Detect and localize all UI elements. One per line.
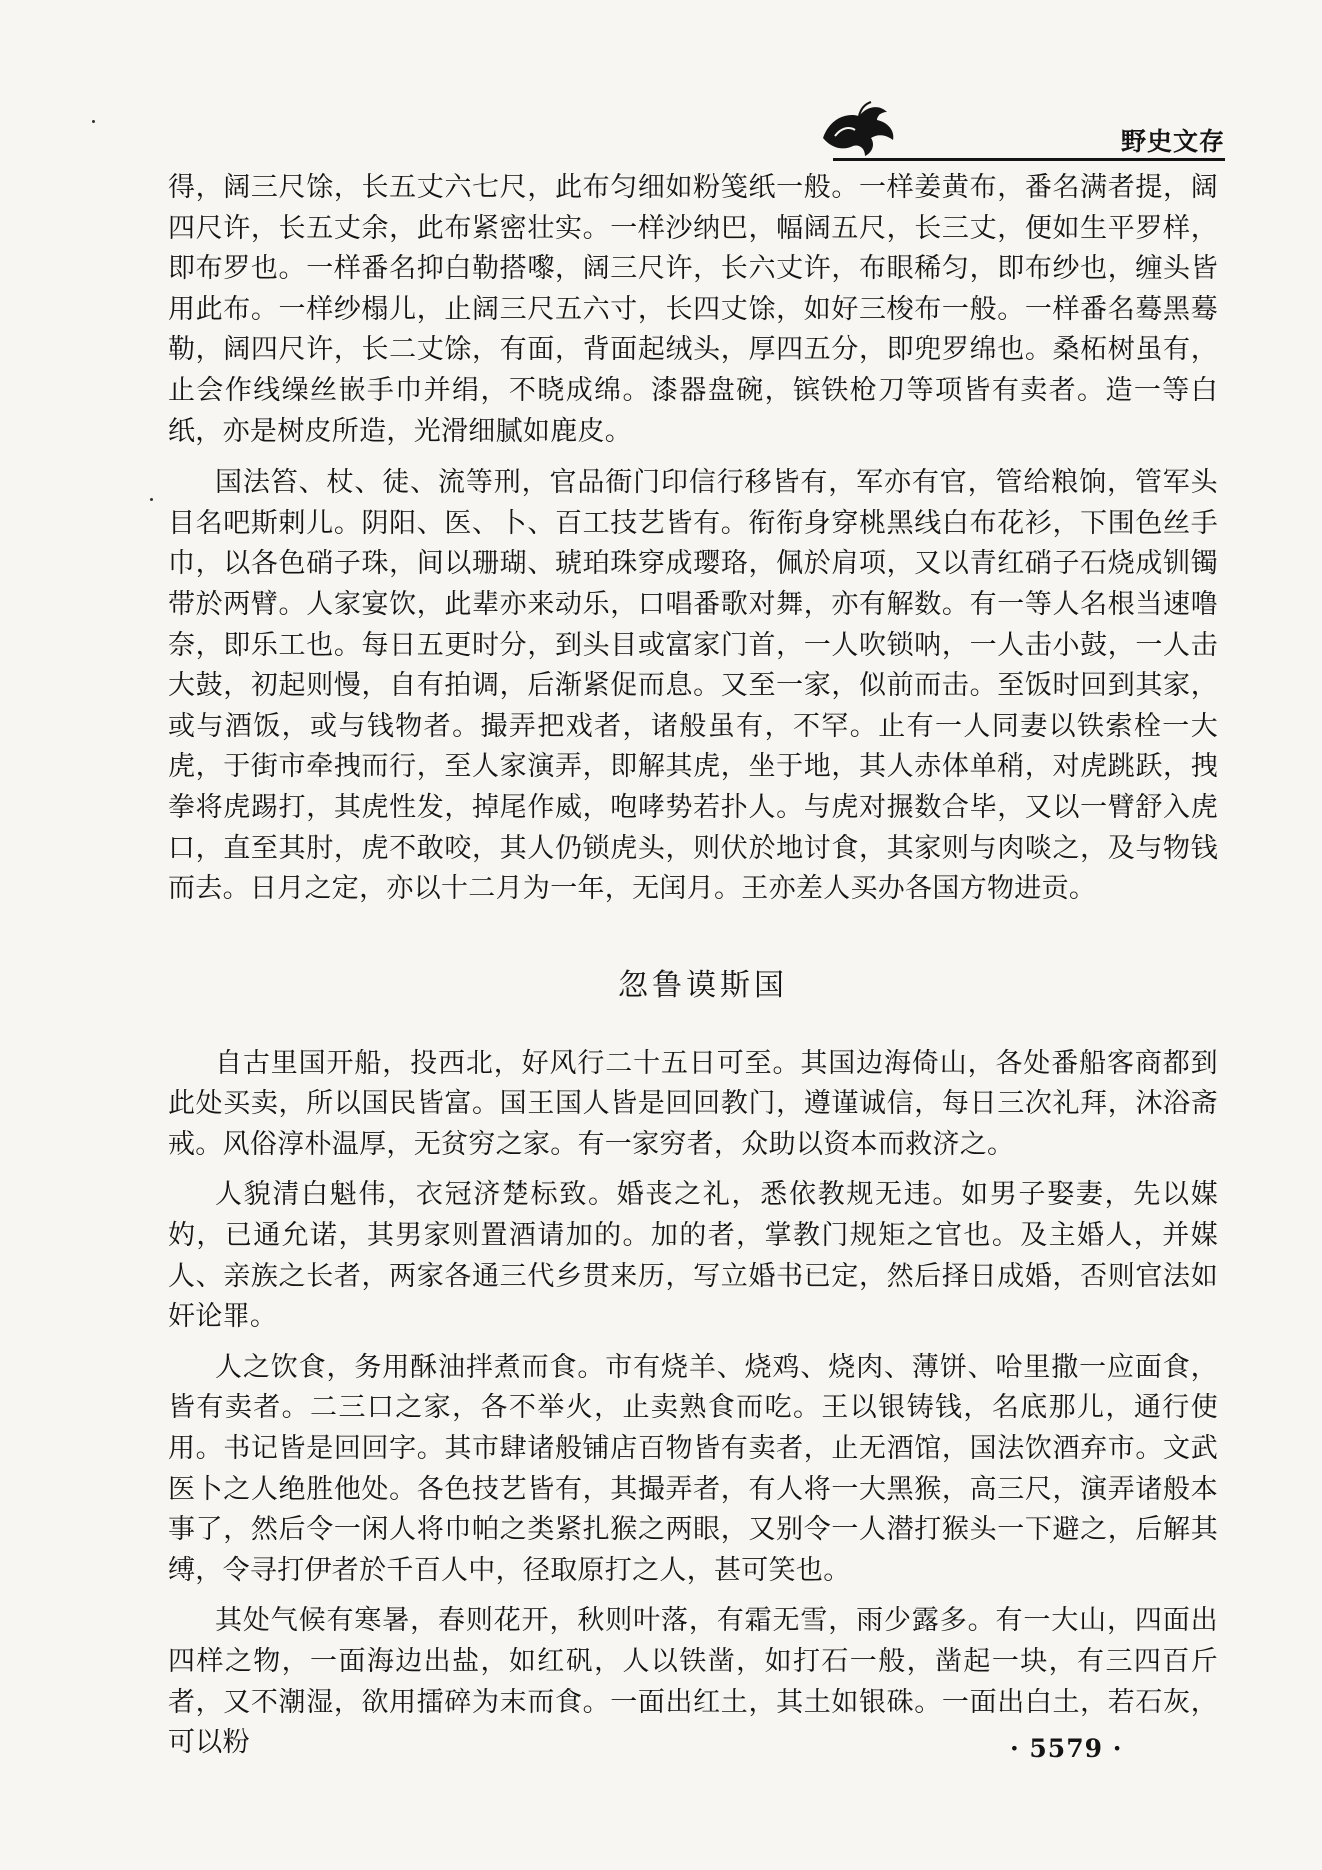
scan-speck	[92, 120, 95, 123]
paragraph: 其处气候有寒暑，春则花开，秋则叶落，有霜无雪，雨少露多。有一大山，四面出四样之物，一面海边出盐，如红矾，人以铁凿，如打石一般，凿起一块，有三四百斤者，又不潮湿，欲用擂碎为末而食。一面出红土，其土如银硃。一面出白土，若石灰，可以粉	[168, 1605, 1218, 1759]
section-title: 忽鲁谟斯国	[618, 967, 788, 1003]
header-rule	[833, 158, 1225, 161]
running-header	[815, 100, 1225, 160]
paragraph: 国法笞、杖、徒、流等刑，官品衙门印信行移皆有，军亦有官，管给粮饷，管军头目名吧斯剌儿。阴阳、医、卜、百工技艺皆有。衔衔身穿桃黑线白布花衫，下围色丝手巾，以各色硝子珠，间以珊瑚、琥珀珠穿成璎珞，佩於肩项，又以青红硝子石烧成钏镯带於两臂。人家宴饮，此辈亦来动乐，口唱番歌对舞，亦有解数。有一等人名根当速噜奈，即乐工也。每日五更时分，到头目或富家门首，一人吹锁呐，一人击小鼓，一人击大鼓，初起则慢，自有拍调，后渐紧促而息。又至一家，似前而击。至饭时回到其家，或与酒饭，或与钱物者。撮弄把戏者，诸般虽有，不罕。止有一人同妻以铁索栓一大虎，于街市牵拽而行，至人家演弄，即解其虎，坐于地，其人赤体单稍，对虎跳跃，拽拳将虎踢打，其虎性发，掉尾作威，咆哮势若扑人。与虎对搌数合毕，又以一臂舒入虎口，直至其肘，虎不敢咬，其人仍锁虎头，则伏於地讨食，其家则与肉啖之，及与物钱而去。日月之定，亦以十二月为一年，无闰月。王亦差人买办各国方物进贡。	[168, 467, 1218, 905]
scan-speck	[150, 498, 153, 501]
paragraph: 人之饮食，务用酥油拌煮而食。市有烧羊、烧鸡、烧肉、薄饼、哈里撒一应面食，皆有卖者。二三口之家，各不举火，止卖熟食而吃。王以银铸钱，名底那儿，通行使用。书记皆是回回字。其市肆诸般铺店百物皆有卖者，止无酒馆，国法饮酒弃市。文武医卜之人绝胜他处。各色技艺皆有，其撮弄者，有人将一大黑猴，高三尺，演弄诸般本事了，然后令一闲人将巾帕之类紧扎猴之两眼，又别令一人潜打猴头一下避之，后解其缚，令寻打伊者於千百人中，径取原打之人，甚可笑也。	[168, 1351, 1218, 1586]
page-number: · 5579 ·	[1010, 1734, 1123, 1763]
page-content	[168, 168, 1218, 1764]
paragraph: 人貌清白魁伟，衣冠济楚标致。婚丧之礼，悉依教规无违。如男子娶妻，先以媒妁，已通允诺，其男家则置酒请加的。加的者，掌教门规矩之官也。及主婚人，并媒人、亲族之长者，两家各通三代乡贯来历，写立婚书已定，然后择日成婚，否则官法如奸论罪。	[168, 1179, 1218, 1333]
dragon-logo-icon	[815, 100, 905, 160]
series-title: 野史文存	[1120, 127, 1225, 156]
paragraph-continued: 得，阔三尺馀，长五丈六七尺，此布匀细如粉笺纸一般。一样姜黄布，番名满者提，阔四尺许，长五丈余，此布紧密壮实。一样沙纳巴，幅阔五尺，长三丈，便如生平罗样，即布罗也。一样番名抑白勒搭嚟，阔三尺许，长六丈许，布眼稀匀，即布纱也，缠头皆用此布。一样纱榻儿，止阔三尺五六寸，长四丈馀，如好三梭布一般。一样番名蓦黑蓦勒，阔四尺许，长二丈馀，有面，背面起绒头，厚四五分，即兜罗绵也。桑柘树虽有，止会作线缲丝嵌手巾并绢，不晓成绵。漆器盘碗，镔铁枪刀等项皆有卖者。造一等白纸，亦是树皮所造，光滑细腻如鹿皮。	[168, 172, 1218, 447]
paragraph: 自古里国开船，投西北，好风行二十五日可至。其国边海倚山，各处番船客商都到此处买卖，所以国民皆富。国王国人皆是回回教门，遵谨诚信，每日三次礼拜，沐浴斋戒。风俗淳朴温厚，无贫穷之家。有一家穷者，众助以资本而救济之。	[168, 1047, 1218, 1160]
